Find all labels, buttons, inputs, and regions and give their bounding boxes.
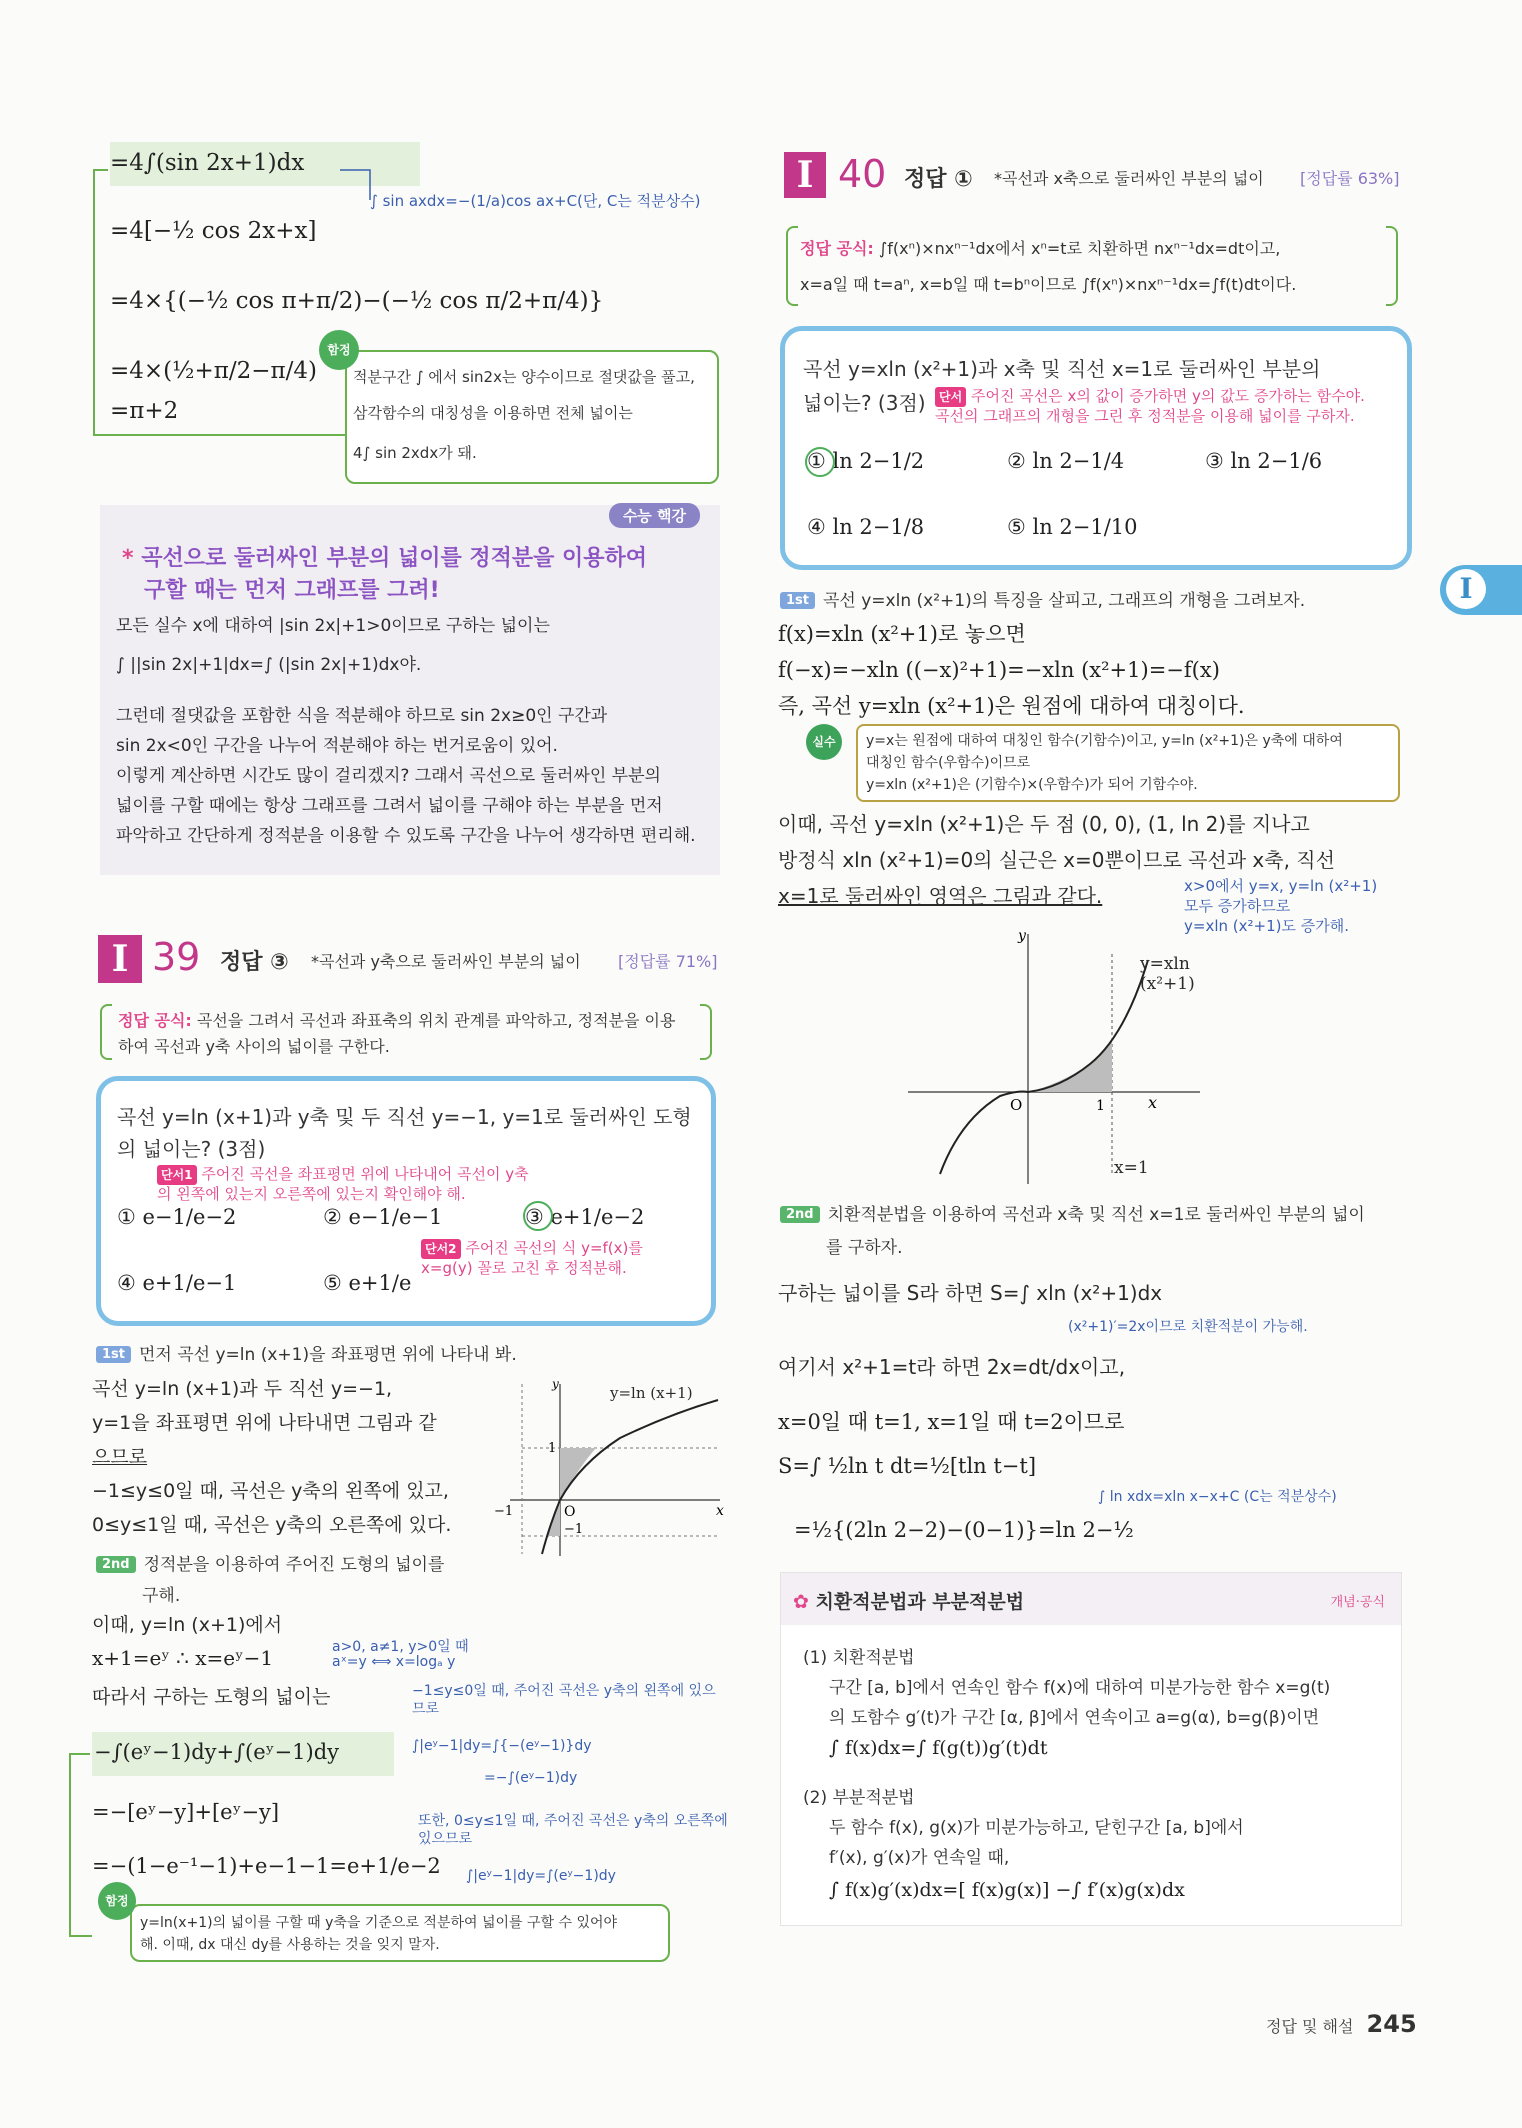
svg-text:1: 1 [1096,1098,1105,1114]
chapter-side-tab[interactable] [1440,565,1522,615]
p40-step2-tag: 2nd [780,1206,820,1223]
p40-m2: 여기서 x²+1=t라 하면 2x=dt/dx이고, [778,1355,1126,1379]
p40-c1-title: (1) 치환적분법 [803,1648,915,1668]
p39-step2-tag: 2nd [96,1556,136,1573]
p40-answer: 정답 ① [904,167,973,192]
p40-line-3: 즉, 곡선 y=xln (x²+1)은 원점에 대하여 대칭이다. [778,694,1245,718]
p39-step2-text-1: 정적분을 이용하여 주어진 도형의 넓이를 [143,1555,445,1575]
p39-step2-text-2: 구해. [142,1586,181,1606]
p40-line-5: 방정식 xln (x²+1)=0의 실근은 x=0뿐이므로 곡선과 x축, 직선 [778,848,1335,872]
p40-graph [900,924,1220,1184]
p40-concept-title: ✿ 치환적분법과 부분적분법 [793,1591,1025,1613]
svg-text:y: y [552,1377,559,1391]
eq-line-4: =4×(½+π/2−π/4) [110,358,317,384]
p40-c1-l3: ∫ f(x)dx=∫ f(g(t))g′(t)dt [829,1737,1048,1759]
p39-formula-line-1: 정답 공식: 곡선을 그려서 곡선과 좌표축의 위치 관계를 파악하고, 정적분을 이용 [118,1011,676,1030]
p39-step1-text: 먼저 곡선 y=ln (x+1)을 좌표평면 위에 나타내 봐. [139,1345,517,1365]
p40-graph-label: y=xln (x²+1) [1140,954,1195,994]
p40-step1 [780,586,1420,611]
p40-topic: *곡선과 x축으로 둘러싸인 부분의 넓이 [994,169,1264,188]
p40-step2-text-1: 치환적분법을 이용하여 곡선과 x축 및 직선 x=1로 둘러싸인 부분의 넓이 [827,1205,1365,1225]
p39-s2-line-2: x+1=eʸ ∴ x=eʸ−1 [92,1646,274,1670]
p39-choice-4[interactable]: ④ e+1/e−1 [117,1271,237,1295]
p40-mistake [800,724,1410,804]
p39-rate: [정답률 71%] [618,952,718,971]
p39-graph [480,1376,730,1556]
p39-trap-box [105,1894,670,1962]
p39-correct-mark [523,1201,553,1231]
svg-text:1: 1 [548,1441,557,1456]
p40-c2-l1: 두 함수 f(x), g(x)가 미분가능하고, 닫힌구간 [a, b]에서 [829,1818,1244,1838]
p39-s2-ann-4: ∫|eʸ−1|dy=∫{−(eʸ−1)}dy [412,1738,592,1754]
p40-line-1: f(x)=xln (x²+1)로 놓으면 [778,622,1026,646]
left-top-solution [90,140,730,500]
p39-s2-ann-2: aˣ=y ⟺ x=logₐ y [332,1654,456,1670]
p40-mistake-badge: 실수 [806,724,842,760]
p40-m4: S=∫ ½ln t dt=½[tln t−t] [778,1454,1037,1478]
core-line-2: ∫ ||sin 2x|+1|dx=∫ (|sin 2x|+1)dx야. [116,655,422,675]
core-tip-box [100,505,720,875]
tip-line-1: 적분구간 ∫ 에서 sin2x는 양수이므로 절댓값을 풀고, [353,368,695,386]
tip-box [327,343,719,484]
svg-text:O: O [564,1504,576,1520]
p40-rate: [정답률 63%] [1300,169,1400,188]
core-line-6: 넓이를 구할 때에는 항상 그래프를 그려서 넓이를 구해야 하는 부분을 먼저 [116,796,663,816]
p40-correct-mark [805,447,835,477]
p40-formula-line-1: 정답 공식: ∫f(xⁿ)×nxⁿ⁻¹dx에서 xⁿ=t로 치환하면 nxⁿ⁻¹dx=dt이고, [800,239,1281,258]
p40-step1-body [778,616,1418,724]
p39-step1-body [92,1372,472,1542]
eq-line-1: =4∫(sin 2x+1)dx [110,150,305,176]
p40-side-ann-3: y=xln (x²+1)도 증가해. [1184,917,1349,935]
p39-s1-line-3: 으므로 [92,1446,148,1468]
p39-choice-5[interactable]: ⑤ e+1/e [323,1271,412,1295]
svg-text:y: y [1018,928,1026,944]
p39-question-line-1: 곡선 y=ln (x+1)과 y축 및 두 직선 y=−1, y=1로 둘러싸인 도형 [117,1105,692,1129]
p40-choice-4[interactable]: ④ ln 2−1/8 [807,515,925,539]
p39-s2-ann-5: =−∫(eʸ−1)dy [484,1770,578,1786]
p40-c2-title: (2) 부분적분법 [803,1788,915,1808]
p40-roman: I [784,152,826,198]
p40-m3: x=0일 때 t=1, x=1일 때 t=2이므로 [778,1410,1125,1434]
p40-step2 [780,1200,1420,1258]
p40-step1-tag: 1st [780,592,815,609]
p39-s2-eq-3: =−(1−e⁻¹−1)+e−1−1=e+1/e−2 [92,1854,441,1878]
core-line-5: 이렇게 계산하면 시간도 많이 걸리겠지? 그래서 곡선으로 둘러싸인 부분의 [116,766,661,786]
core-badge: 수능 핵강 [609,503,700,528]
p39-s1-line-2: y=1을 좌표평면 위에 나타내면 그림과 같 [92,1412,437,1434]
svg-text:x: x [716,1503,724,1519]
problem-39-header [98,935,728,985]
p39-trap-line-2: 해. 이때, dx 대신 dy를 사용하는 것을 잊지 말자. [140,1937,440,1953]
p40-c2-l3: ∫ f(x)g′(x)dx=[ f(x)g(x)] −∫ f′(x)g(x)dx [829,1879,1185,1901]
p39-answer: 정답 ③ [220,950,289,975]
p39-s1-line-4: −1≤y≤0일 때, 곡선은 y축의 왼쪽에 있고, [92,1480,449,1502]
p39-s2-ann-7: ∫|eʸ−1|dy=∫(eʸ−1)dy [466,1868,616,1884]
page-footer [1266,2010,1417,2038]
svg-text:−1: −1 [494,1504,514,1519]
p40-question-box [780,326,1412,570]
p40-c1-l1: 구간 [a, b]에서 연속인 함수 f(x)에 대하여 미분가능한 함수 x=g(t) [829,1678,1331,1698]
p40-hint: 단서 주어진 곡선은 x의 값이 증가하면 y의 값도 증가하는 함수야. 곡선의 그래프의 개형을 그린 후 정적분을 이용해 넓이를 구하자. [935,387,1365,425]
p40-m4-ann: ∫ ln xdx=xln x−x+C (C는 적분상수) [1098,1489,1337,1505]
p39-question-line-2: 의 넓이는? (3점) [117,1137,266,1161]
p40-choice-2[interactable]: ② ln 2−1/4 [1007,449,1125,473]
eq-line-3: =4×{(−½ cos π+π/2)−(−½ cos π/2+π/4)} [110,288,604,314]
footer-label: 정답 및 해설 [1266,2017,1354,2036]
p40-c2-l2: f′(x), g′(x)가 연속일 때, [829,1848,1010,1868]
p40-m1-ann: (x²+1)′=2x이므로 치환적분이 가능해. [1068,1319,1308,1335]
p40-side-ann-2: 모두 증가하므로 [1184,897,1291,915]
p39-trap-badge: 함정 [98,1882,136,1920]
tip-line-2: 삼각함수의 대칭성을 이용하면 전체 넓이는 [353,404,633,422]
p39-step2 [96,1550,476,1606]
svg-text:O: O [1010,1096,1023,1114]
svg-text:−1: −1 [564,1522,584,1537]
p39-s2-ann-3: −1≤y≤0일 때, 주어진 곡선은 y축의 왼쪽에 있으므로 [412,1683,716,1717]
core-title-1: * 곡선으로 둘러싸인 부분의 넓이를 정적분을 이용하여 [122,546,648,571]
p39-roman: I [98,935,142,983]
p39-step1 [96,1340,736,1365]
p40-m5: =½{(2ln 2−2)−(0−1)}=ln 2−½ [794,1518,1134,1542]
side-tab-label: I [1446,569,1486,609]
p39-s1-line-1: 곡선 y=ln (x+1)과 두 직선 y=−1, [92,1378,393,1400]
p40-choice-3[interactable]: ③ ln 2−1/6 [1205,449,1323,473]
p40-line-4: 이때, 곡선 y=xln (x²+1)은 두 점 (0, 0), (1, ln 2)를 지나고 [778,812,1310,836]
tip-line-3: 4∫ sin 2xdx가 돼. [353,444,477,462]
page-number: 245 [1366,2010,1417,2038]
core-line-4: sin 2x<0인 구간을 나누어 적분해야 하는 번거로움이 있어. [116,736,558,756]
p40-concept-tag: 개념·공식 [1330,1595,1385,1610]
p40-step2-body [778,1278,1418,1568]
p39-topic: *곡선과 y축으로 둘러싸인 부분의 넓이 [311,952,581,971]
p40-mistake-line-2: 대칭인 함수(우함수)이므로 [866,755,1031,771]
p39-hint1: 단서1 주어진 곡선을 좌표평면 위에 나타내어 곡선이 y축의 왼쪽에 있는지 오른쪽에 있는지 확인해야 해. [157,1165,529,1203]
p40-formula [786,226,1398,306]
integral-annotation: ∫ sin axdx=−(1/a)cos ax+C(단, C는 적분상수) [370,192,701,210]
p40-choice-5[interactable]: ⑤ ln 2−1/10 [1007,515,1138,539]
p39-s2-eq-1: −∫(eʸ−1)dy+∫(eʸ−1)dy [94,1740,340,1764]
p39-s2-line-3: 따라서 구하는 도형의 넓이는 [92,1686,331,1708]
p39-question-box [96,1076,716,1326]
p40-step1-text: 곡선 y=xln (x²+1)의 특징을 살피고, 그래프의 개형을 그려보자. [823,591,1306,611]
p39-s2-ann-6: 또한, 0≤y≤1일 때, 주어진 곡선은 y축의 오른쪽에 있으므로 [418,1813,728,1847]
p39-step1-tag: 1st [96,1346,131,1363]
p39-trap-line-1: y=ln(x+1)의 넓이를 구할 때 y축을 기준으로 적분하여 넓이를 구할 수 있어야 [140,1915,618,1931]
p39-number: 39 [152,935,201,979]
core-line-1: 모든 실수 x에 대하여 |sin 2x|+1>0이므로 구하는 넓이는 [116,616,550,636]
p40-graph-x1: x=1 [1114,1158,1149,1178]
p39-choice-2[interactable]: ② e−1/e−1 [323,1205,443,1229]
p40-number: 40 [838,152,887,196]
p39-s2-line-1: 이때, y=ln (x+1)에서 [92,1614,283,1636]
p40-line-6: x=1로 둘러싸인 영역은 그림과 같다. [778,884,1103,908]
p40-mistake-line-1: y=x는 원점에 대하여 대칭인 함수(기함수)이고, y=ln (x²+1)은 y축에 대하여 [866,733,1343,749]
p40-c1-l2: 의 도함수 g′(t)가 구간 [α, β]에서 연속이고 a=g(α), b=g(β)이면 [829,1708,1320,1728]
core-line-3: 그런데 절댓값을 포함한 식을 적분해야 하므로 sin 2x≥0인 구간과 [116,706,608,726]
p40-question-line-2: 넓이는? (3점) [803,391,926,415]
p39-formula [100,1002,712,1058]
tip-badge: 함정 [319,330,359,370]
svg-text:x: x [1148,1093,1158,1112]
core-title-2: 구할 때는 먼저 그래프를 그려! [144,578,440,603]
eq-line-2: =4[−½ cos 2x+x] [110,218,317,244]
p40-side-ann-1: x>0에서 y=x, y=ln (x²+1) [1184,877,1378,895]
p39-step2-body [92,1610,732,1940]
p40-m1: 구하는 넓이를 S라 하면 S=∫ xln (x²+1)dx [778,1281,1163,1305]
p39-s2-eq-2: =−[eʸ−y]+[eʸ−y] [92,1800,280,1824]
core-line-7: 파악하고 간단하게 정적분을 이용할 수 있도록 구간을 나누어 생각하면 편리해. [116,826,696,846]
p39-choice-3[interactable]: ③ e+1/e−2 [525,1205,645,1229]
p39-graph-label: y=ln (x+1) [610,1384,693,1402]
p40-step2-text-2: 를 구하자. [826,1238,903,1258]
eq-line-5: =π+2 [110,398,179,424]
p39-s1-line-5: 0≤y≤1일 때, 곡선은 y축의 오른쪽에 있다. [92,1514,452,1536]
p39-hint2: 단서2 주어진 곡선의 식 y=f(x)를 x=g(y) 꼴로 고친 후 정적분해. [421,1239,643,1277]
p39-s2-ann-1: a>0, a≠1, y>0일 때 [332,1639,469,1655]
p40-formula-line-2: x=a일 때 t=aⁿ, x=b일 때 t=bⁿ이므로 ∫f(xⁿ)×nxⁿ⁻¹dx=∫f(t)dt이다. [800,275,1297,294]
problem-40-header [784,152,1424,202]
p40-concept-box [780,1572,1402,1926]
p40-choice-1[interactable]: ① ln 2−1/2 [807,449,925,473]
p39-choice-1[interactable]: ① e−1/e−2 [117,1205,237,1229]
p40-mistake-line-3: y=xln (x²+1)은 (기함수)×(우함수)가 되어 기함수야. [866,777,1198,793]
p39-formula-line-2: 하여 곡선과 y축 사이의 넓이를 구한다. [118,1037,390,1056]
p40-line-2: f(−x)=−xln ((−x)²+1)=−xln (x²+1)=−f(x) [778,658,1220,682]
p40-question-line-1: 곡선 y=xln (x²+1)과 x축 및 직선 x=1로 둘러싸인 부분의 [803,357,1321,381]
